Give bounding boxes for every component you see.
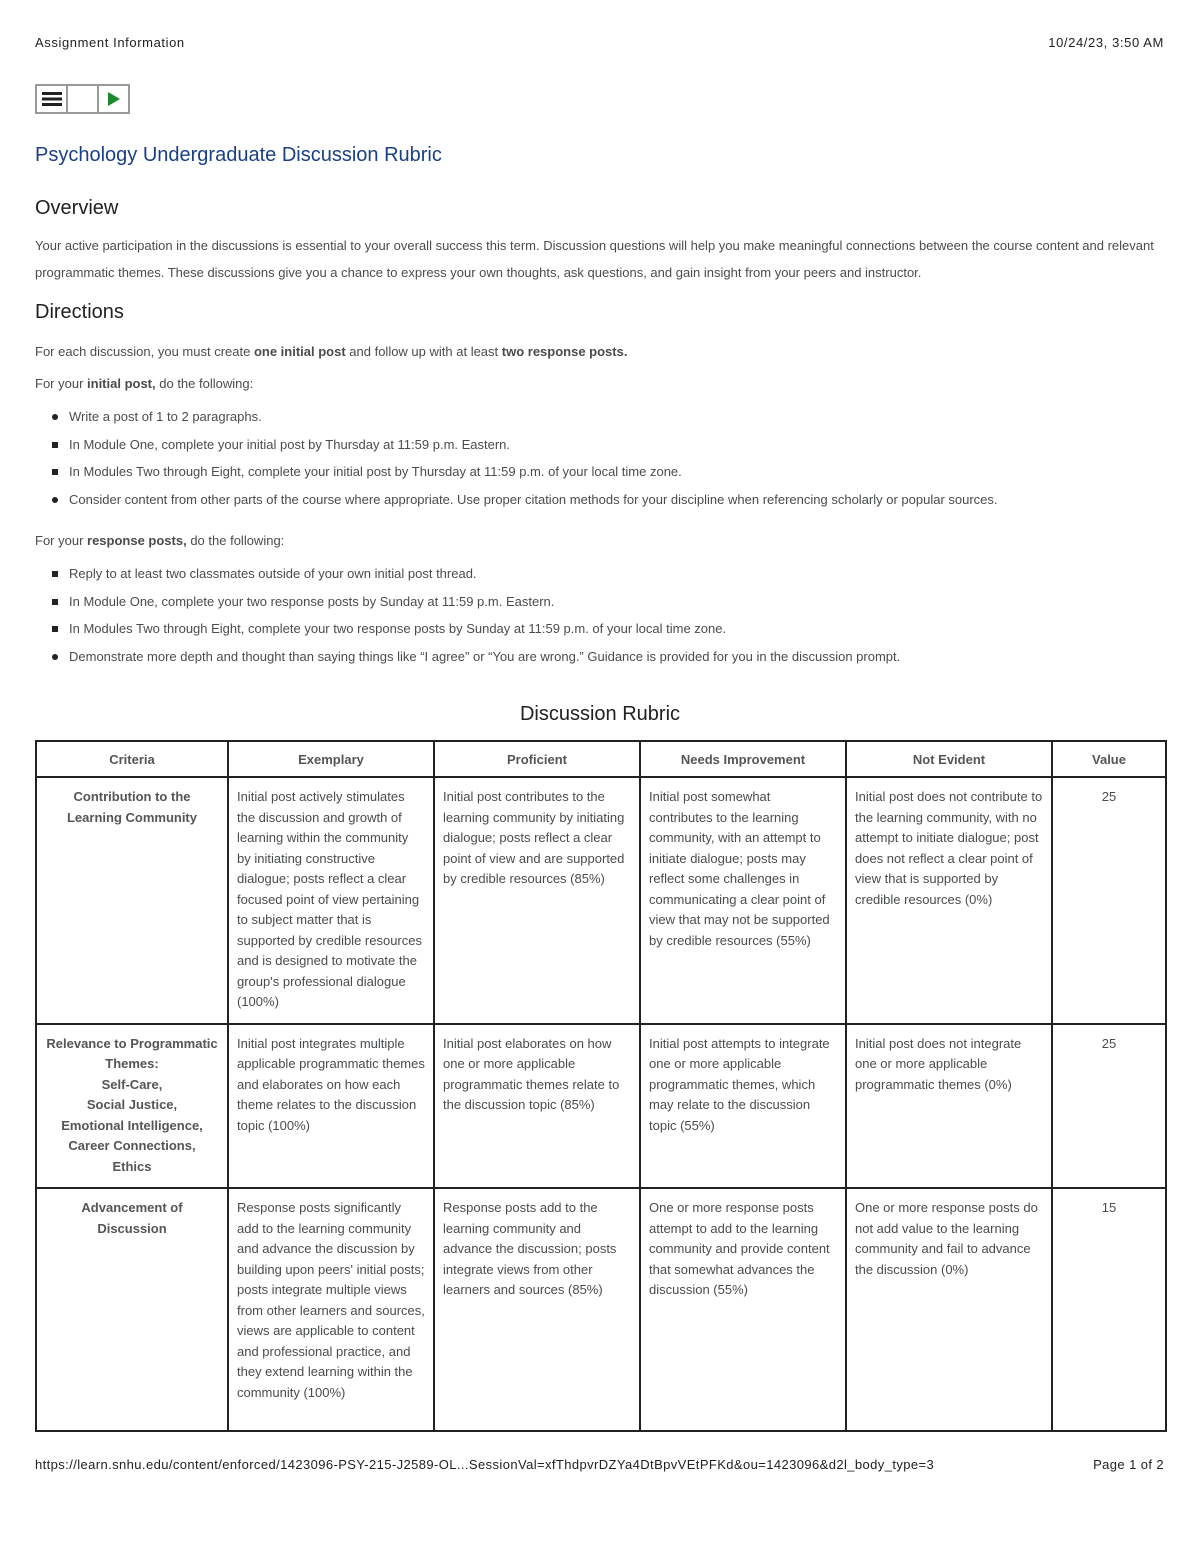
- list-item: Consider content from other parts of the course where appropriate. Use proper citation methods for your discipline when referencing scholarly or popular sources.: [69, 486, 1165, 514]
- value-cell: 15: [1052, 1188, 1166, 1431]
- table-header-row: [36, 741, 1166, 777]
- menu-button[interactable]: [37, 86, 66, 112]
- response-post-list: [35, 560, 1165, 670]
- play-icon: [108, 92, 120, 106]
- list-item: Reply to at least two classmates outside of your own initial post thread.: [69, 560, 1165, 588]
- table-row: [36, 1024, 1166, 1189]
- directions-heading: Directions: [35, 301, 124, 323]
- list-item: In Modules Two through Eight, complete your two response posts by Sunday at 11:59 p.m. of your local time zone.: [69, 615, 1165, 643]
- column-header: Value: [1052, 741, 1166, 777]
- proficient-cell: Initial post contributes to the learning community by initiating dialogue; posts reflect a clear point of view and are supported by credible resources (85%): [434, 777, 640, 1024]
- exemplary-cell: Response posts significantly add to the learning community and advance the discussion by building upon peers' initial posts; posts integrate multiple views from other learners and sources, views are applicable to content and professional practice, and they extend learning within the community (100%): [228, 1188, 434, 1431]
- list-item: In Modules Two through Eight, complete your initial post by Thursday at 11:59 p.m. of your local time zone.: [69, 458, 1165, 486]
- print-header: [35, 33, 1164, 51]
- column-header: Proficient: [434, 741, 640, 777]
- print-footer: [35, 1455, 1164, 1473]
- rubric-title: Discussion Rubric: [519, 703, 681, 725]
- page-title: Psychology Undergraduate Discussion Rubric: [35, 144, 442, 166]
- list-icon: [42, 92, 62, 106]
- proficient-cell: Initial post elaborates on how one or more applicable programmatic themes relate to the discussion topic (85%): [434, 1024, 640, 1189]
- value-cell: 25: [1052, 1024, 1166, 1189]
- play-button[interactable]: [97, 86, 128, 112]
- footer-url: https://learn.snhu.edu/content/enforced/1423096-PSY-215-J2589-OL...SessionVal=xfThdpvrDZYa4DtBpvVEtPFKd&ou=1423096&d2l_body_type=3: [35, 1456, 935, 1472]
- exemplary-cell: Initial post actively stimulates the discussion and growth of learning within the community by initiating constructive dialogue; posts reflect a clear focused point of view pertaining to subject matter that is supported by credible resources and is designed to motivate the group's professional dialogue (100%): [228, 777, 434, 1024]
- directions-intro: For each discussion, you must create one initial post and follow up with at least two response posts.: [35, 344, 628, 359]
- column-header: Not Evident: [846, 741, 1052, 777]
- criteria-cell: Relevance to Programmatic Themes: Self-Care, Social Justice, Emotional Intelligence, Career Connections, Ethics: [36, 1024, 228, 1189]
- column-header: Criteria: [36, 741, 228, 777]
- document-body: [35, 140, 1165, 670]
- content-toolbar: [35, 84, 130, 114]
- rubric-table: [35, 740, 1167, 1432]
- proficient-cell: Response posts add to the learning community and advance the discussion; posts integrate views from other learners and sources (85%): [434, 1188, 640, 1431]
- response-post-intro: For your response posts, do the following:: [35, 533, 285, 548]
- header-timestamp: 10/24/23, 3:50 AM: [1048, 34, 1164, 50]
- exemplary-cell: Initial post integrates multiple applicable programmatic themes and elaborates on how each theme relates to the discussion topic (100%): [228, 1024, 434, 1189]
- needs-improvement-cell: One or more response posts attempt to add to the learning community and provide content that somewhat advances the discussion (55%): [640, 1188, 846, 1431]
- list-item: In Module One, complete your two response posts by Sunday at 11:59 p.m. Eastern.: [69, 588, 1165, 616]
- criteria-cell: Contribution to the Learning Community: [36, 777, 228, 1024]
- initial-post-list: [35, 403, 1165, 513]
- not-evident-cell: Initial post does not integrate one or more applicable programmatic themes (0%): [846, 1024, 1052, 1189]
- column-header: Exemplary: [228, 741, 434, 777]
- page-number: Page 1 of 2: [1093, 1456, 1164, 1472]
- overview-heading: Overview: [35, 197, 119, 219]
- overview-text: Your active participation in the discussions is essential to your overall success this term. Discussion questions will help you make meaningful connections between the course content and relevant programmatic themes. These discussions give you a chance to express your own thoughts, ask questions, and gain insight from your peers and instructor.: [35, 238, 1154, 280]
- table-row: [36, 777, 1166, 1024]
- header-title: Assignment Information: [35, 34, 185, 50]
- table-row: [36, 1188, 1166, 1431]
- list-item: Write a post of 1 to 2 paragraphs.: [69, 403, 1165, 431]
- column-header: Needs Improvement: [640, 741, 846, 777]
- not-evident-cell: Initial post does not contribute to the learning community, with no attempt to initiate dialogue; post does not reflect a clear point of view that is supported by credible resources (0%): [846, 777, 1052, 1024]
- list-item: In Module One, complete your initial post by Thursday at 11:59 p.m. Eastern.: [69, 431, 1165, 459]
- needs-improvement-cell: Initial post somewhat contributes to the learning community, with an attempt to initiate dialogue; posts may reflect some challenges in communicating a clear point of view that may not be supported by credible resources (55%): [640, 777, 846, 1024]
- list-item: Demonstrate more depth and thought than saying things like “I agree” or “You are wrong.” Guidance is provided for you in the discussion prompt.: [69, 643, 1165, 671]
- not-evident-cell: One or more response posts do not add value to the learning community and fail to advance the discussion (0%): [846, 1188, 1052, 1431]
- blank-button[interactable]: [66, 86, 97, 112]
- needs-improvement-cell: Initial post attempts to integrate one or more applicable programmatic themes, which may relate to the discussion topic (55%): [640, 1024, 846, 1189]
- value-cell: 25: [1052, 777, 1166, 1024]
- initial-post-intro: For your initial post, do the following:: [35, 376, 254, 391]
- criteria-cell: Advancement of Discussion: [36, 1188, 228, 1431]
